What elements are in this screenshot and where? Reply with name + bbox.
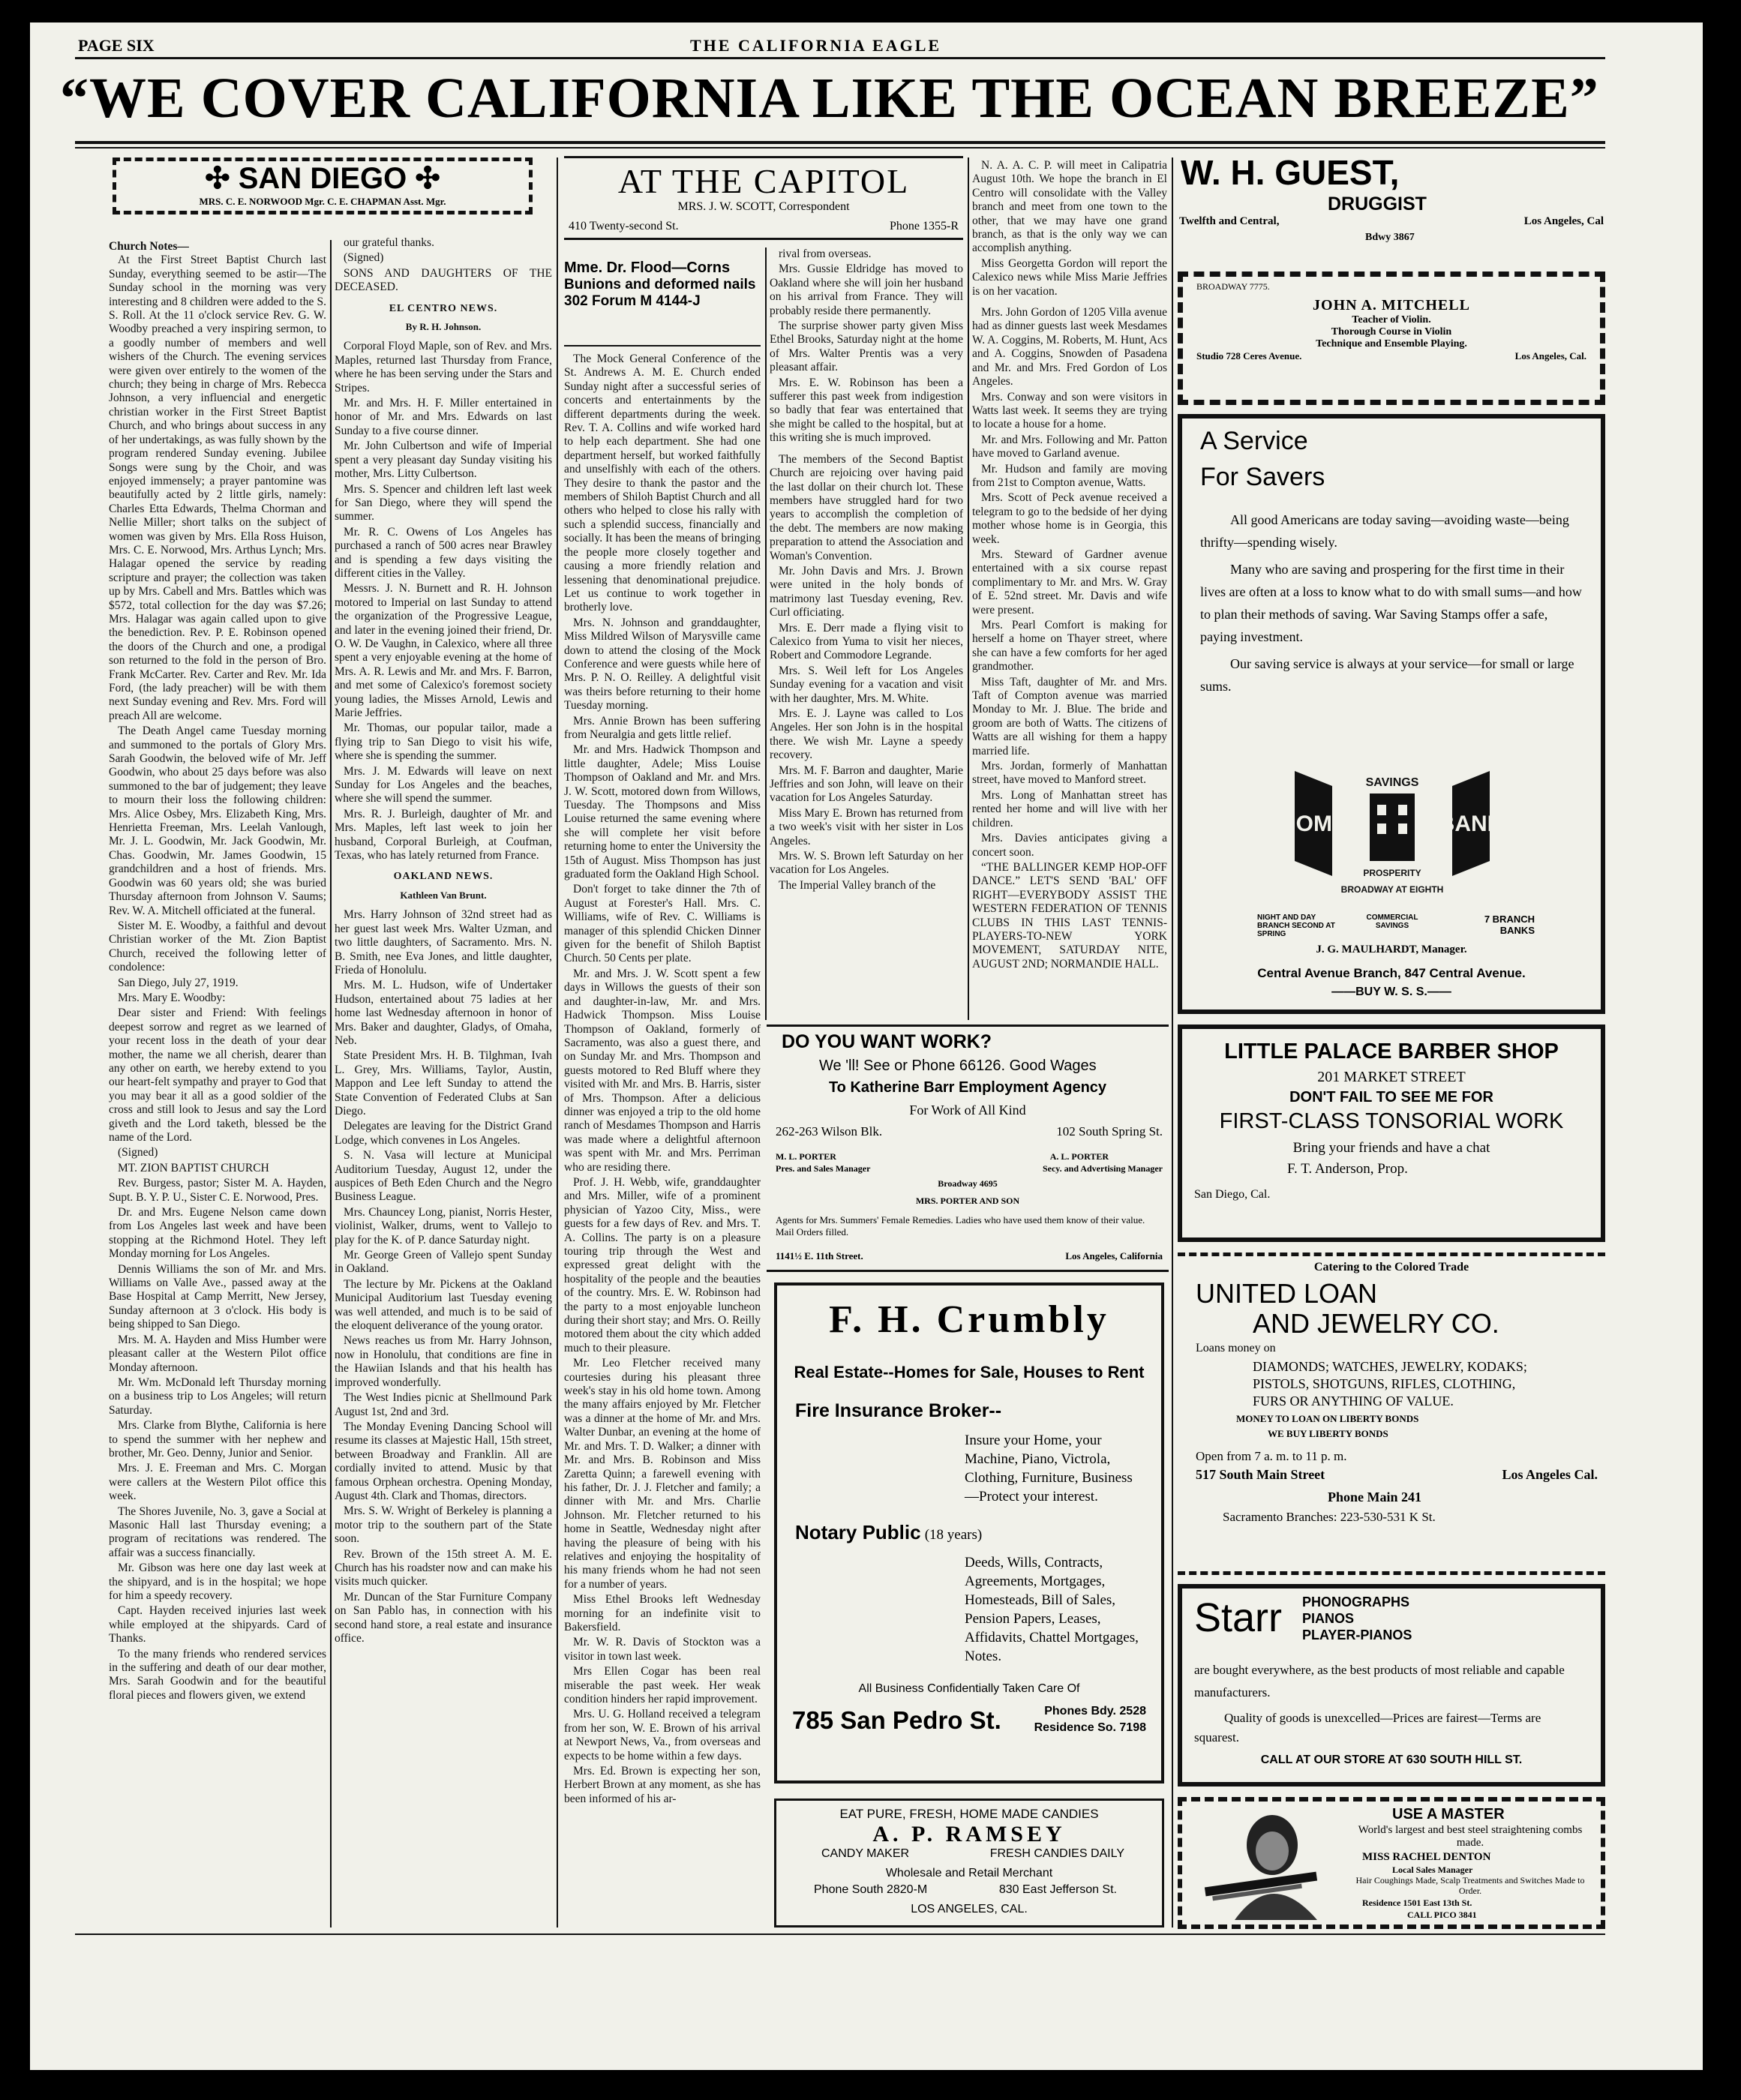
master-line-1: World's largest and best steel straightening combs made. (1358, 1824, 1583, 1849)
paragraph: Mrs. M. A. Hayden and Miss Humber were pleasant caller at the Western Pilot office Monday afternoon. (109, 1333, 326, 1374)
work-phone: Broadway 4695 (938, 1178, 998, 1189)
logo-prosperity-text: PROSPERITY (1363, 868, 1421, 878)
paragraph: Mr. R. C. Owens of Los Angeles has purchased a ranch of 500 acres near Brawley and is spending a few days visiting the different cities in the Valley. (335, 525, 552, 580)
flood-line-1: Mme. Dr. Flood—Corns (564, 260, 731, 276)
loan-phone: Phone Main 241 (1328, 1490, 1422, 1504)
starr-piano-ad (1178, 1584, 1605, 1786)
paragraph: Mrs. E. J. Layne was called to Los Angeles. Her son John is in the hospital there. We wish Mr. Layne a speedy recovery. (770, 707, 963, 762)
san-diego-title: ✣ SAN DIEGO ✣ (205, 162, 440, 195)
paragraph: San Diego, July 27, 1919. (118, 976, 239, 989)
mitchell-line-2: Thorough Course in Violin (1331, 326, 1452, 338)
paragraph: SONS AND DAUGHTERS OF THE DECEASED. (335, 266, 552, 294)
paragraph: S. N. Vasa will lecture at Municipal Auditorium Tuesday, August 12, under the auspices of Beth Eden Church and the Negro Business League. (335, 1149, 552, 1204)
savers-title-1: A Service (1200, 427, 1308, 455)
paragraph: “THE BALLINGER KEMP HOP-OFF DANCE.” LET'S SEND 'BAL' OFF RIGHT—EVERYBODY ASSIST THE WESTERN FEDERATION OF TENNIS CLUBS IN THIS LAST TENNIS-PLAYERS-TO-NEW YORK MOVEMENT, SATURDAY NITE, AUGUST 2ND; NORMANDIE HALL. (972, 860, 1167, 970)
guest-druggist-ad (1178, 152, 1605, 249)
united-loan-ad (1178, 1252, 1605, 1575)
paragraph: (Signed) (118, 1146, 158, 1160)
paragraph: Mrs. M. F. Barron and daughter, Marie Jeffries and son John, will leave on their vacation for Los Angeles Saturday. (770, 764, 963, 805)
home-savings-bank-ad (1178, 414, 1605, 1014)
paragraph: Miss Ethel Brooks left Wednesday morning for an indefinite visit to Bakersfield. (564, 1593, 761, 1634)
paragraph: Mr. John Davis and Mrs. J. Brown were united in the holy bonds of matrimony last Tuesday evening, Rev. Curl officiating. (770, 564, 963, 620)
work-name-left: M. L. PORTER (776, 1151, 836, 1162)
logo-bank-text: BANK (1438, 812, 1504, 836)
paragraph: To the many friends who rendered services in the suffering and death of our dear mother, Mrs. Sarah Goodwin and for the beautiful floral pieces and flowers given, we extend (109, 1647, 326, 1702)
savers-branch: Central Avenue Branch, 847 Central Avenue. (1257, 966, 1526, 980)
savers-paragraph-3: Our saving service is always at your service—for small or large sums. (1200, 656, 1574, 694)
work-title-right: Secy. and Advertising Manager (1042, 1163, 1163, 1174)
ramsey-name: A. P. RAMSEY (872, 1822, 1066, 1846)
crumbly-fire: Fire Insurance Broker-- (795, 1400, 1002, 1421)
guest-address: Twelfth and Central, (1179, 215, 1280, 227)
paragraph: Mr. Duncan of the Star Furniture Company on San Pablo has, in connection with his second hand store, a real estate and insurance office. (335, 1590, 552, 1645)
paragraph: Mrs. Jordan, formerly of Manhattan street, have moved to Manford street. (972, 760, 1167, 787)
crumbly-phone-1: Phones Bdy. 2528 (1044, 1705, 1146, 1718)
master-name: MISS RACHEL DENTON (1362, 1851, 1491, 1863)
paragraph: Dr. and Mrs. Eugene Nelson came down from Los Angeles last week and have been stopping at the Richmond Hotel. They left Monday morning for Los Angeles. (109, 1206, 326, 1261)
loan-items: DIAMONDS; WATCHES, JEWELRY, KODAKS; PISTOLS, SHOTGUNS, RIFLES, CLOTHING, FURS OR ANYTHING OF VALUE. (1253, 1359, 1527, 1408)
paragraph: Mrs. Conway and son were visitors in Watts last week. It seems they are trying to locate a house for a home. (972, 390, 1167, 431)
starr-product-2: PIANOS (1302, 1611, 1355, 1626)
logo-savings-text: SAVINGS (1365, 776, 1419, 789)
paragraph: Corporal Floyd Maple, son of Rev. and Mrs. Maples, returned last Thursday from France, where he has been serving under the Stars and Stripes. (335, 340, 552, 394)
paragraph: our grateful thanks. (344, 236, 434, 249)
bank-logo-graphic (1280, 764, 1505, 914)
crumbly-notary-text: Deeds, Wills, Contracts, Agreements, Mortgages, Homesteads, Bill of Sales, Pension Papers, Leases, Affidavits, Chattel Mortgages, Notes. (965, 1555, 1139, 1664)
work-firm: MRS. PORTER AND SON (915, 1196, 1020, 1206)
paragraph: Rev. Burgess, pastor; Sister M. A. Hayden, Supt. B. Y. P. U., Sister C. E. Norwood, Pres. (109, 1177, 326, 1204)
savers-commercial: COMMERCIAL SAVINGS (1366, 914, 1418, 930)
paragraph: Mrs. Gussie Eldridge has moved to Oakland where she will join her husband on his arrival from France. They will probably reside there permanently. (770, 262, 963, 317)
savers-night-branch: NIGHT AND DAY BRANCH SECOND AT SPRING (1257, 914, 1335, 938)
guest-city: Los Angeles, Cal (1523, 215, 1604, 227)
paragraph: Prof. J. H. Webb, wife, granddaughter and Mrs. Miller, wife of a prominent physician of Yazoo City, Miss., were guests for a few days of Rev. and Mrs. T. A. Collins. The party is on a pleasure touring trip through the West and expressed great delight with the hospitality of the people and the beauties of the country. Mrs. E. W. Robinson had the party to a most enjoyable luncheon during their short stay; and Mrs. O. Reilly motored them about the city which added much to their pleasure. (564, 1175, 761, 1354)
paragraph: Mrs. John Gordon of 1205 Villa avenue had as dinner guests last week Mesdames W. A. Coggins, M. Roberts, M. Hunt, Acs and A. Coggins, Snowden of Pasadena and Mr. and Mrs. Fred Gordon of Los Angeles. (972, 306, 1167, 388)
barber-line-1: DON'T FAIL TO SEE ME FOR (1289, 1089, 1493, 1106)
paragraph: The Death Angel came Tuesday morning and summoned to the portals of Glory Mrs. Sarah Goodwin, the beloved wife of Mr. Jeff Goodwin, who about 25 days before was also summoned to the bar of judgement; they leave to mourn their loss the following children: Mrs. Alice Osbey, Mrs. Elizabeth King, Mrs. Henrietta Freeman, Mrs. Leelah Vanlough, Mr. J. L. Goodwin, Mr. Jack Goodwin, Mr. Chas. Goodwin, Mr. James Goodwin, 15 grandchildren and a host of friends. Mrs. Goodwin was 60 years old; she was buried Thursday afternoon from Johnson V. Saums; Rev. W. A. Mitchell officiated at the funeral. (109, 724, 326, 917)
paragraph: Mr. Thomas, our popular tailor, made a flying trip to San Diego to visit his wife, where she is spending the summer. (335, 722, 552, 763)
paragraph: MT. ZION BAPTIST CHURCH (118, 1161, 269, 1174)
paragraph: Rev. Brown of the 15th street A. M. E. Church has his roadster now and can make his visits much quicker. (335, 1547, 552, 1588)
savers-paragraph-1: All good Americans are today saving—avoiding waste—being thrifty—spending wisely. (1200, 512, 1569, 550)
barber-shop-ad (1178, 1024, 1605, 1242)
paragraph: Mrs. W. S. Brown left Saturday on her vacation for Los Angeles. (770, 850, 963, 877)
paragraph: Mr. Hudson and family are moving from 21st to Compton avenue, Watts. (972, 462, 1167, 489)
paragraph: Miss Mary E. Brown has returned from a two week's visit with her sister in Los Angeles. (770, 806, 963, 848)
home-savings-bank-logo (1280, 764, 1505, 914)
headline-rule (75, 141, 1605, 144)
capitol-column-2 (770, 248, 963, 1020)
loan-liberty-1: MONEY TO LOAN ON LIBERTY BONDS (1236, 1413, 1419, 1424)
loan-money-on: Loans money on (1196, 1342, 1276, 1354)
paragraph: Mrs. M. L. Hudson, wife of Undertaker Hudson, entertained about 75 ladies at her home last Wednesday afternoon in honor of Mrs. Baker and daughter, Gladys, of Omaha, Neb. (335, 979, 552, 1047)
starr-text-1: are bought everywhere, as the best products of most reliable and capable manufacturers. (1194, 1663, 1565, 1700)
paragraph: The Imperial Valley branch of the (779, 878, 936, 892)
starr-text-3: CALL AT OUR STORE AT 630 SOUTH HILL ST. (1260, 1754, 1523, 1766)
mitchell-violin-ad (1178, 272, 1605, 405)
savers-paragraph-2: Many who are saving and prospering for the first time in their lives are often at a loss to know what to do with small sums—and how to plan their methods of saving. War Saving Stamps offer a safe, paying investment. (1200, 562, 1582, 644)
work-name-right: A. L. PORTER (1049, 1151, 1109, 1162)
paragraph: The Mock General Conference of the St. Andrews A. M. E. Church ended Sunday night after a successful series of concerts and entertainments by the different departments during the week. Rev. T. A. Collins and wife worked hard to help each department. She had one department herself, but worked faithfully and unselfishly with each of the others. They desire to thank the pastor and the members of Shiloh Baptist Church and all others who helped to close his rally with such a splendid success, financially and socially. It has been the means of bringing the people more closely together and causing a more friendly relation and lessening that denominational prejudice. Let us continue to work together in brotherly love. (564, 352, 761, 614)
paragraph: Mrs Ellen Cogar has been real miserable the past week. Her weak condition hinders her rapid improvement. (564, 1665, 761, 1706)
mitchell-studio: Studio 728 Ceres Avenue. (1196, 350, 1302, 362)
barber-city: San Diego, Cal. (1194, 1188, 1271, 1201)
paragraph: At the First Street Baptist Church last Sunday, everything seemed to be astir—The Sunday school in the morning was very interesting and 8 children were added to the S. S. Roll. At the 11 o'clock service Rev. G. W. Woodby preached a very inspiring sermon, to a goodly number of members and well wishers of the Church. The evening services were given over entirely to the women of the church; they being in charge of Mrs. Rebecca Johnson, a very influencial and energetic christian worker in the First Street Baptist Church, and who brings about success in any of her undertakings, as was fully shown by the program rendered Sunday evening. Jubilee Songs were sung by the Choir, and was enjoyed immensely; a prayer pantomine was beautifully acted by 2 little girls, namely: Charles Etta Edwards, Thelma Chorman and Nellie Miller; short talks on the subject of women was given by Mrs. Ella Ross Huison, Mrs. C. E. Norwood, Mrs. Arthus Lynch; Mrs. Halagar opened the service by reading scripture and prayer; the collection was taken up by Mrs. Cabell and Mrs. Battles which was $572, total collection for the day was $7.26; Mrs. Halagar was again called upon to give the benediction. Rev. P. E. Robinson opened the doors of the Church and one, a prodigal son returned to the fold in the person of Bro. Frank McCarter. Rev. Carter and Rev. Mr. Ida Ford, (the lady preacher) will be with them next Sunday evening and Rev. Mrs. Ford will preach All are welcome. (109, 254, 326, 722)
paragraph: The Shores Juvenile, No. 3, gave a Social at Masonic Hall last Thursday evening; a program of recitations was rendered. The affair was a success financially. (109, 1504, 326, 1559)
paragraph: Mr. and Mrs. H. F. Miller entertained in honor of Mr. and Mrs. Edwards on last Sunday to a five course dinner. (335, 397, 552, 437)
dr-flood-ad (564, 249, 761, 346)
paragraph: Mr. George Green of Vallejo spent Sunday in Oakland. (335, 1249, 552, 1276)
oakland-heading: OAKLAND NEWS. (393, 871, 494, 883)
capitol-paragraphs (564, 352, 761, 1806)
mitchell-phone: BROADWAY 7775. (1196, 281, 1270, 292)
ramsey-candy-ad (774, 1798, 1164, 1928)
loan-top-line: Catering to the Colored Trade (1313, 1261, 1469, 1274)
logo-home-text: HOME (1280, 812, 1347, 836)
paragraph: Mrs. S. W. Wright of Berkeley is planning a motor trip to the southern part of the State soon. (335, 1504, 552, 1546)
san-diego-paragraphs (109, 254, 326, 1702)
paragraph: Mrs. S. Weil left for Los Angeles Sunday evening for a vacation and visit with her daughter, Mrs. M. White. (770, 664, 963, 705)
watts-column (972, 159, 1167, 1020)
master-role: Local Sales Manager (1392, 1864, 1473, 1875)
crumbly-name: F. H. Crumbly (829, 1298, 1109, 1341)
master-line-3: Residence 1501 East 13th St. (1362, 1898, 1472, 1908)
el-centro-heading: EL CENTRO NEWS. (389, 302, 498, 314)
work-address-right: 102 South Spring St. (1056, 1124, 1163, 1138)
paragraph: Mrs. Annie Brown has been suffering from Neuralgia and gets little relief. (564, 714, 761, 741)
master-line-4: CALL PICO 3841 (1407, 1910, 1477, 1920)
paragraph: Capt. Hayden received injuries last week while employed at the shipyards. Card of Thanks. (109, 1604, 326, 1646)
portrait-graphic (1190, 1808, 1340, 1920)
barber-name: LITTLE PALACE BARBER SHOP (1224, 1040, 1559, 1064)
calexico-paragraphs (770, 453, 963, 893)
flood-line-2: Bunions and deformed nails (564, 277, 756, 292)
work-title-left: Pres. and Sales Manager (776, 1163, 871, 1174)
paragraph: Mr. Wm. McDonald left Thursday morning on a business trip to Los Angeles; will return Saturday. (109, 1376, 326, 1417)
san-diego-column-2 (335, 236, 552, 1931)
paragraph: Mrs. Ed. Brown is expecting her son, Herbert Brown at any moment, as she has been informed of his ar- (564, 1765, 761, 1805)
capitol-phone: Phone 1355-R (890, 220, 959, 232)
paragraph: News reaches us from Mr. Harry Johnson, now in Honolulu, that conditions are fine in the Hawiian Islands and that his health has improved wonderfully. (335, 1334, 552, 1389)
guest-phone: Bdwy 3867 (1365, 232, 1415, 243)
barber-prop: F. T. Anderson, Prop. (1287, 1161, 1408, 1177)
ramsey-phone: Phone South 2820-M (814, 1883, 928, 1896)
paragraph: Mrs. E. Derr made a flying visit to Calexico from Yuma to visit her nieces, Robert and Commodore Legrande. (770, 621, 963, 662)
crumbly-tagline: Real Estate--Homes for Sale, Houses to Rent (794, 1363, 1145, 1382)
paragraph: Dear sister and Friend: With feelings deepest sorrow and regret as we learned of your recent loss in the death of your dear mother, the name we all cherish, dearer than any other on earth, we hereby extend to you our heart-felt sympathy and prayer to God that you may bear it all as a good soldier of the cross and still look to Jesus and say the Lord giveth and the Lord taketh, blessed be the name of the Lord. (109, 1006, 326, 1144)
paragraph: Delegates are leaving for the District Grand Lodge, which convenes in Los Angeles. (335, 1120, 552, 1147)
oakland-capitol-paragraphs (770, 248, 963, 446)
loan-city: Los Angeles Cal. (1502, 1467, 1598, 1482)
oakland-byline: Kathleen Van Brunt. (400, 889, 487, 901)
capitol-address: 410 Twenty-second St. (569, 220, 679, 232)
paragraph: Mr. John Culbertson and wife of Imperial spent a very pleasant day Sunday visiting his mother, Mrs. Litty Culbertson. (335, 440, 552, 481)
church-notes-heading: Church Notes— (109, 240, 189, 253)
paragraph: rival from overseas. (779, 248, 872, 260)
loan-liberty-2: WE BUY LIBERTY BONDS (1268, 1428, 1388, 1439)
paragraph: Mrs. Long of Manhattan street has rented her home and will live with her children. (972, 788, 1167, 830)
paragraph: Mrs. Scott of Peck avenue received a telegram to go to the bedside of her dying mother whose home is in Georgia, this week. (972, 491, 1167, 546)
mitchell-name: JOHN A. MITCHELL (1313, 297, 1470, 314)
san-diego-column-1 (109, 240, 326, 1931)
paragraph: The West Indies picnic at Shellmound Park August 1st, 2nd and 3rd. (335, 1391, 552, 1418)
loan-branches: Sacramento Branches: 223-530-531 K St. (1223, 1510, 1436, 1524)
master-comb-ad (1178, 1797, 1605, 1929)
loan-name-2: AND JEWELRY CO. (1253, 1308, 1499, 1339)
paragraph: Mrs. J. M. Edwards will leave on next Sunday for Los Angeles and the beaches, where she will spend the summer. (335, 764, 552, 806)
top-rule (75, 57, 1605, 59)
crumbly-notary-years: (18 years) (924, 1527, 983, 1543)
crumbly-address: 785 San Pedro St. (792, 1706, 1001, 1734)
oakland-paragraphs (335, 908, 552, 1646)
capitol-column-1 (564, 352, 761, 1928)
paragraph: Mr. Leo Fletcher received many courtesies during his pleasant three week's stay in his old home town. Among the many affairs enjoyed by Mr. Fletcher was a dinner at the home of Mr. and Mrs. Walter Dunbar, an evening at the home of Mr. and Mrs. T. D. Walker; a dinner with Mr. and Mrs. B. Robinson and Miss Zaretta Quinn; a farewell evening with his father, Dr. J. J. Fletcher and family; a dinner with Mr. and Mrs. Charlie Johnson. Mr. Fletcher returned to his home in Seattle, Wednesday night after having the pleasure of being with his relatives and enjoying the hospitality of his many friends whom he had not seen for a number of years. (564, 1357, 761, 1591)
paragraph: Mr. and Mrs. Hadwick Thompson and little daughter, Adele; Miss Louise Thompson of Oakland and Mr. and Mrs. J. W. Scott, motored down from Willows, Tuesday. The Thompsons and Miss Louise returned the same evening where she will complete her visit before returning home to enter the University the 15th of August. Miss Thompson has just graduated form the Oakland High School. (564, 743, 761, 881)
paragraph: Miss Georgetta Gordon will report the Calexico news while Miss Marie Jeffries is on her vacation. (972, 256, 1167, 298)
paragraph: Messrs. J. N. Burnett and R. H. Johnson motored to Imperial on last Sunday to attend the organization of the Progressive League, and later in the evening joined their friend, Dr. O. W. De Vaughn, in Calexico, where all three spent a very enjoyable evening at the home of Mrs. A. R. Lewis and Mr. and Mrs. F. Barron, and met some of Calexico's foremost society young ladies, the Misses Arnold, Lewis and Marie Jeffries. (335, 582, 552, 719)
savers-title-2: For Savers (1200, 463, 1325, 491)
paragraph: Mrs. R. J. Burleigh, daughter of Mr. and Mrs. Maples, left last week to join her husband, Corporal Burleigh, at Coufman, Texas, who has lately returned from France. (335, 807, 552, 862)
loan-name-1: UNITED LOAN (1196, 1278, 1378, 1309)
ramsey-candy-maker: CANDY MAKER (821, 1847, 910, 1860)
paragraph: The surprise shower party given Miss Ethel Brooks, Saturday night at the home of Mrs. Walter Prentis was a very pleasant affair. (770, 320, 963, 374)
ramsey-city: LOS ANGELES, CAL. (911, 1903, 1028, 1916)
barber-line-2: FIRST-CLASS TONSORIAL WORK (1219, 1109, 1564, 1133)
mitchell-city: Los Angeles, Cal. (1514, 350, 1586, 362)
starr-name: Starr (1194, 1595, 1283, 1640)
ramsey-line-1: EAT PURE, FRESH, HOME MADE CANDIES (839, 1807, 1099, 1821)
paragraph: Mrs. Mary E. Woodby: (118, 991, 226, 1004)
capitol-title: AT THE CAPITOL (617, 162, 910, 200)
ramsey-fresh-daily: FRESH CANDIES DAILY (989, 1847, 1124, 1860)
mitchell-line-1: Teacher of Violin. (1352, 314, 1431, 326)
paragraph: Mrs. J. E. Freeman and Mrs. C. Morgan were callers at the Western Pilot office this week. (109, 1462, 326, 1503)
paragraph: Mrs. S. Spencer and children left last week for San Diego, where they will spend the summer. (335, 482, 552, 524)
paragraph: State President Mrs. H. B. Tilghman, Ivah L. Grey, Mrs. Williams, Taylor, Austin, Mappon and Lee left Sunday to attend the State Convention of Federated Clubs at San Diego. (335, 1049, 552, 1118)
paragraph: Mr. and Mrs. Following and Mr. Patton have moved to Garland avenue. (972, 433, 1167, 460)
page-headline: “WE COVER CALIFORNIA LIKE THE OCEAN BREEZE” (60, 67, 1599, 130)
barber-line-3: Bring your friends and have a chat (1292, 1140, 1490, 1156)
crumbly-ad (774, 1282, 1164, 1784)
crumbly-phone-2: Residence So. 7198 (1034, 1721, 1146, 1734)
work-agents: Agents for Mrs. Summers' Female Remedies. Ladies who have used them know of their value. Mail Orders filled. (776, 1214, 1145, 1238)
paragraph: Mrs. E. W. Robinson has been a sufferer this past week from indigestion so badly that fear was entertained that she might be called to the hospital, but at this writing she is much improved. (770, 376, 963, 445)
paragraph: Don't forget to take dinner the 7th of August at Forester's Hall. Mrs. C. Williams, wife of Rev. C. Williams is manager of this splendid Chicken Dinner given for the benefit of Shiloh Baptist Church. 50 Cents per plate. (564, 883, 761, 965)
paragraph: Dennis Williams the son of Mr. and Mrs. Williams on Valle Ave., passed away at the Base Hospital at Camp Merritt, New Jersey, Sunday afternoon at 3 o'clock. His body is being shipped to San Diego. (109, 1262, 326, 1331)
work-footer-right: Los Angeles, California (1065, 1250, 1163, 1262)
naacp-paragraphs (972, 159, 1167, 298)
san-diego-header (113, 158, 533, 214)
loan-hours: Open from 7 a. m. to 11 p. m. (1196, 1449, 1347, 1463)
paragraph: Mrs. Chauncey Long, pianist, Norris Hester, violinist, Walker, drums, went to Vallejo to play for the K. of P. dance Saturday night. (335, 1205, 552, 1246)
work-title: DO YOU WANT WORK? (782, 1031, 992, 1052)
employment-agency-ad (767, 1024, 1169, 1272)
paragraph: The lecture by Mr. Pickens at the Oakland Municipal Auditorium last Tuesday evening was well attended, and much is to be said of the eloquent deliverance of the young orator. (335, 1277, 552, 1333)
paragraph: The Monday Evening Dancing School will resume its classes at Majestic Hall, 15th street, between Broadway and Franklin. All are cordially invited to attend. Music by that famous Orphean orchestra. Opening Monday, August 4th. Clark and Thomas, directors. (335, 1420, 552, 1502)
master-title: USE A MASTER (1392, 1806, 1505, 1822)
ramsey-line-3: Wholesale and Retail Merchant (885, 1867, 1053, 1880)
ramsey-address: 830 East Jefferson St. (998, 1883, 1117, 1896)
guest-title: DRUGGIST (1328, 194, 1427, 214)
capitol-header (564, 156, 963, 240)
paragraph: The members of the Second Baptist Church are rejoicing over having paid the last dollar on their church lot. These members have struggled hard for two years to accomplish the completion of the debt. The members are now making preparation to attend the Association and Woman's Convention. (770, 452, 963, 562)
work-line-3: For Work of All Kind (909, 1102, 1026, 1118)
work-footer-left: 1141½ E. 11th Street. (776, 1250, 863, 1262)
paragraph: Mr. Gibson was here one day last week at the shipyard, and is in the hospital; we hope for him a speedy recovery. (109, 1562, 326, 1602)
paragraph: Mrs. Clarke from Blythe, California is here to spend the summer with her nephew and brother, Mr. Geo. Denny, Junior and Senior. (109, 1419, 326, 1460)
paragraph: Miss Taft, daughter of Mr. and Mrs. Taft of Compton avenue was married Monday to Mr. J. Blue. The bride and groom are both of Watts. The citizens of Watts are all wishing for them a happy married life. (972, 675, 1167, 758)
starr-text-2: Quality of goods is unexcelled—Prices are fairest—Terms are squarest. (1194, 1711, 1541, 1744)
paragraph: N. A. A. C. P. will meet in Calipatria August 10th. We hope the branch in El Centro will consolidate with the Valley branch and meet from one town to the other, that we may have one grand branch, as that is the only way we can accomplish anything. (972, 159, 1167, 255)
el-centro-paragraphs (335, 340, 552, 862)
thanks-paragraphs (335, 236, 552, 295)
paragraph: (Signed) (344, 251, 384, 265)
newspaper-page (30, 22, 1703, 2070)
barber-address: 201 MARKET STREET (1317, 1069, 1466, 1085)
capitol-correspondent: MRS. J. W. SCOTT, Correspondent (677, 200, 850, 213)
crumbly-confidential: All Business Confidentially Taken Care Of (858, 1682, 1080, 1695)
logo-broadway-text: BROADWAY AT EIGHTH (1340, 884, 1444, 895)
woman-portrait-image (1190, 1808, 1340, 1920)
starr-product-1: PHONOGRAPHS (1302, 1594, 1410, 1610)
paragraph: Mrs. U. G. Holland received a telegram from her son, W. E. Brown of his arrival at Newport News, Va., from overseas and expects to be home within a few days. (564, 1708, 761, 1762)
crumbly-fire-text: Insure your Home, your Machine, Piano, Victrola, Clothing, Furniture, Business—Protect your interest. (965, 1432, 1133, 1504)
work-address-left: 262-263 Wilson Blk. (776, 1124, 883, 1138)
loan-address: 517 South Main Street (1196, 1467, 1325, 1482)
guest-name: W. H. GUEST, (1181, 153, 1400, 192)
savers-manager: J. G. MAULHARDT, Manager. (1316, 944, 1467, 956)
work-line-2: To Katherine Barr Employment Agency (828, 1079, 1107, 1096)
paragraph: Mrs. N. Johnson and granddaughter, Miss Mildred Wilson of Marysville came down to attend the closing of the Mock Conference and were guests while here of Mrs. P. N. O. Reilley. A delightful visit was theirs before returning to their home Tuesday morning. (564, 616, 761, 712)
starr-product-3: PLAYER-PIANOS (1302, 1628, 1412, 1642)
san-diego-managers: MRS. C. E. NORWOOD Mgr. C. E. CHAPMAN Asst. Mgr. (199, 196, 446, 207)
watts-paragraphs (972, 306, 1167, 971)
paragraph: Mr. and Mrs. J. W. Scott spent a few days in Willows the guests of their son and daughter-in-law, Mr. and Mrs. Hadwick Thompson. Miss Louise Thompson of Oakland, formerly of Sacramento, was also a guest there, and on Sunday Mr. and Mrs. Thompson and guests motored to Red Bluff where they visited with Mr. and Mrs. B. Harris, sister of Mrs. Thompson. After a delicious dinner was enjoyed a trip to the old home ranch of Mesdames Thompson and Harris was made where a delightful afternoon was spent with Mr. and Mrs. Perriman who are residing there. (564, 967, 761, 1174)
savers-branches: 7 BRANCH BANKS (1484, 914, 1535, 936)
mitchell-line-3: Technique and Ensemble Playing. (1316, 338, 1467, 350)
paragraph: Mrs. Harry Johnson of 32nd street had as her guest last week Mrs. Walter Uzman, and two little daughters, of Sacramento. Mrs. N. B. Smith, nee Eva Jones, and little daughter, Frieda of Honolulu. (335, 908, 552, 976)
savers-wss: ——BUY W. S. S.—— (1331, 986, 1451, 998)
crumbly-notary: Notary Public (795, 1521, 921, 1544)
paper-name: THE CALIFORNIA EAGLE (690, 36, 942, 55)
paragraph: Mrs. Steward of Gardner avenue entertained with a six course repast complimentary to Mr. and Mrs. W. Gray of E. 52nd street. Mr. Davis and wife were present. (972, 548, 1167, 616)
work-line-1: We 'll! See or Phone 66126. Good Wages (819, 1058, 1097, 1074)
paragraph: Mr. W. R. Davis of Stockton was a visitor in town last week. (564, 1636, 761, 1663)
paragraph: Sister M. E. Woodby, a faithful and devout Christian worker of the Mt. Zion Baptist Church, received the following letter of condolence: (109, 919, 326, 974)
paragraph: Mrs. Pearl Comfort is making for herself a home on Thayer street, where she can have a few comforts for her aged grandmother. (972, 619, 1167, 674)
master-line-2: Hair Coughings Made, Scalp Treatments and Switches Made to Order. (1355, 1875, 1585, 1896)
el-centro-byline: By R. H. Johnson. (405, 321, 482, 333)
page-number: PAGE SIX (78, 36, 155, 55)
paragraph: Mrs. Davies anticipates giving a concert soon. (972, 832, 1167, 859)
flood-line-3: 302 Forum M 4144-J (564, 293, 701, 309)
